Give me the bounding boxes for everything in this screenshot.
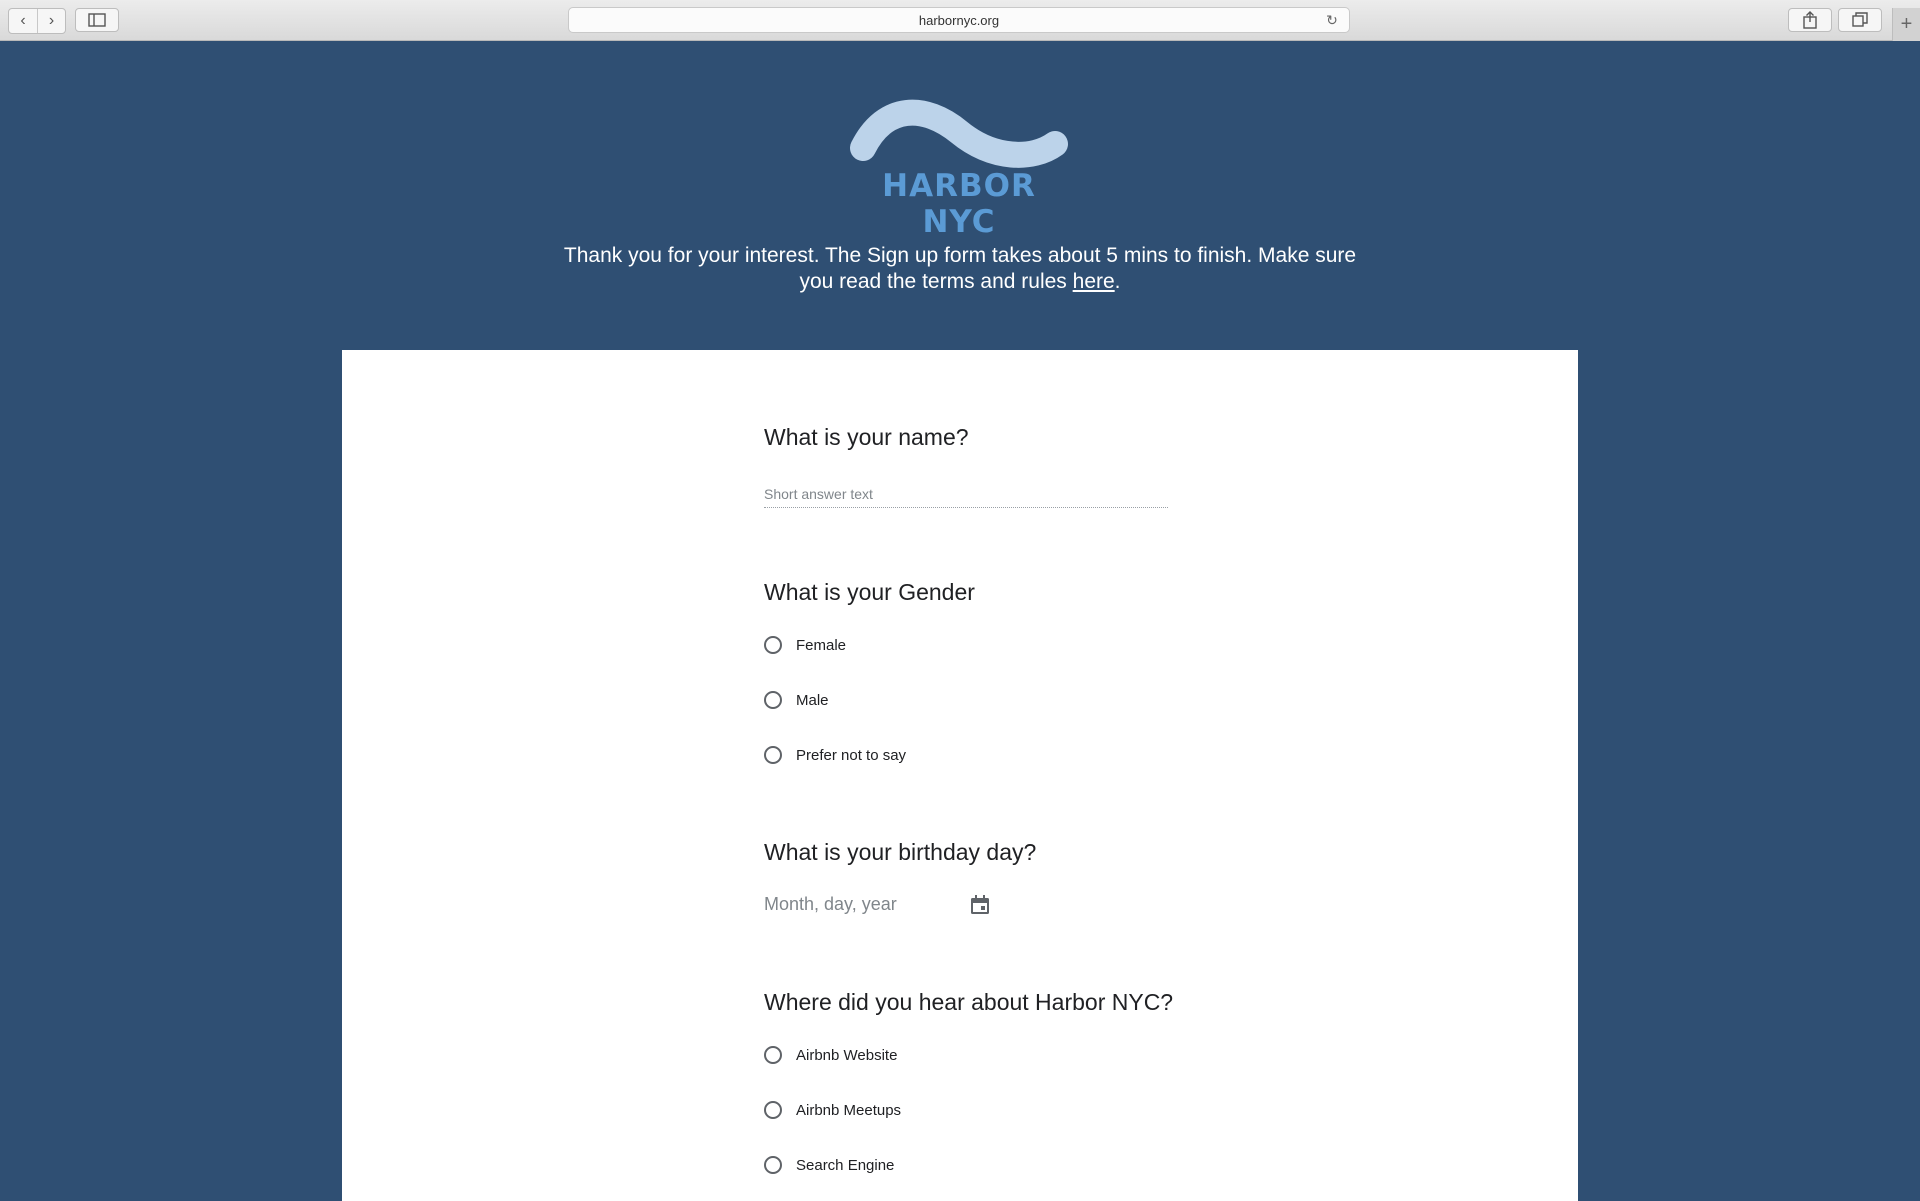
radio-button[interactable] [764, 1156, 782, 1174]
intro-period: . [1114, 270, 1121, 293]
harbor-nyc-logo[interactable] [845, 96, 1073, 240]
form-card [342, 350, 1578, 1201]
back-button[interactable] [9, 9, 37, 33]
browser-toolbar [0, 0, 1920, 41]
wave-logo-icon [845, 96, 1073, 168]
calendar-icon[interactable] [968, 893, 992, 917]
radio-button[interactable] [764, 1046, 782, 1064]
gender-option-male[interactable] [764, 691, 829, 709]
radio-label: Search Engine [796, 1156, 895, 1174]
name-question: What is your name? [764, 424, 969, 450]
nav-buttons [8, 8, 66, 34]
url-text: harbornyc.org [918, 12, 1000, 28]
source-option-search-engine[interactable] [764, 1156, 894, 1174]
chevron-right-icon: › [48, 12, 55, 29]
name-input[interactable] [764, 480, 1168, 508]
radio-label: Prefer not to say [796, 746, 907, 764]
tabs-icon [1852, 12, 1868, 28]
reload-button[interactable] [1323, 11, 1341, 29]
share-icon [1803, 11, 1817, 29]
source-option-airbnb-meetups[interactable] [764, 1101, 901, 1119]
new-tab-button[interactable] [1892, 8, 1920, 41]
radio-button[interactable] [764, 636, 782, 654]
radio-label: Airbnb Meetups [796, 1101, 902, 1119]
address-bar[interactable] [568, 7, 1350, 33]
share-button[interactable] [1788, 8, 1832, 32]
forward-button[interactable] [37, 9, 65, 33]
chevron-left-icon: ‹ [20, 12, 26, 29]
sidebar-toggle-button[interactable] [75, 8, 119, 32]
radio-button[interactable] [764, 1101, 782, 1119]
intro-text [560, 243, 1360, 295]
birthday-date-input[interactable] [764, 890, 944, 918]
source-question: Where did you hear about Harbor NYC? [764, 989, 1174, 1015]
radio-button[interactable] [764, 691, 782, 709]
plus-icon: + [1900, 13, 1913, 35]
gender-option-prefer-not-to-say[interactable] [764, 746, 906, 764]
gender-option-female[interactable] [764, 636, 846, 654]
terms-link[interactable]: here [1072, 270, 1115, 293]
gender-question: What is your Gender [764, 579, 975, 605]
intro-body: Thank you for your interest. The Sign up form takes about 5 mins to finish. Make sure you read the terms and rules [563, 244, 1357, 293]
reload-icon: ↻ [1326, 11, 1338, 28]
tab-overview-button[interactable] [1838, 8, 1882, 32]
radio-button[interactable] [764, 746, 782, 764]
radio-label: Female [796, 636, 847, 654]
radio-label: Airbnb Website [796, 1046, 898, 1064]
birthday-question: What is your birthday day? [764, 839, 1037, 865]
source-option-airbnb-website[interactable] [764, 1046, 897, 1064]
sidebar-icon [88, 13, 106, 27]
logo-text: HARBOR NYC [882, 168, 1036, 240]
radio-label: Male [796, 691, 829, 709]
